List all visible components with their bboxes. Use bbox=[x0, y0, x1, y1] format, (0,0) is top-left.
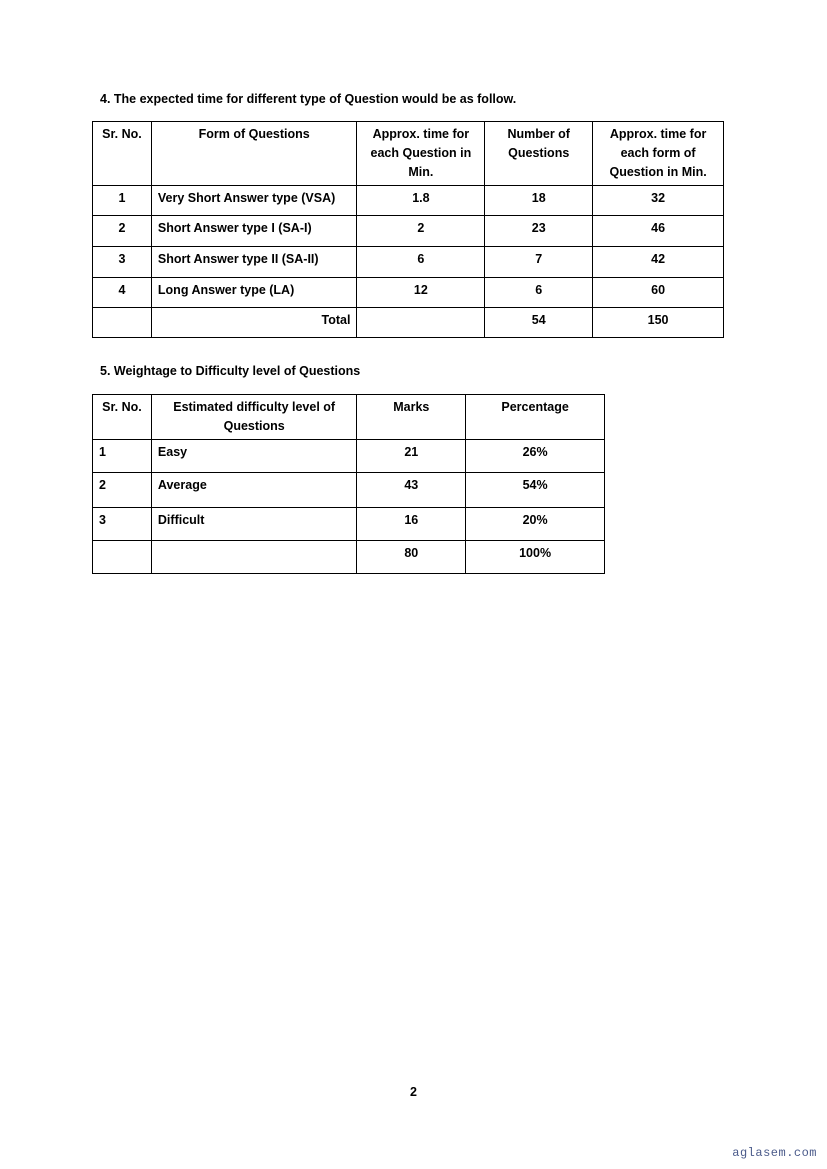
cell-form: Short Answer type II (SA-II) bbox=[151, 247, 357, 278]
cell-time-each: 2 bbox=[357, 216, 485, 247]
cell-percentage: 54% bbox=[466, 473, 605, 508]
cell-empty bbox=[93, 308, 152, 338]
section-4-heading: 4. The expected time for different type of Question would be as follow. bbox=[100, 92, 517, 106]
table-row bbox=[93, 440, 605, 473]
watermark-text: aglasem.com bbox=[732, 1146, 817, 1160]
total-number: 54 bbox=[485, 308, 593, 338]
cell-sr: 3 bbox=[93, 247, 152, 278]
cell-time-form: 60 bbox=[593, 278, 724, 308]
difficulty-weightage-table bbox=[92, 394, 605, 574]
cell-empty bbox=[151, 541, 357, 574]
header-time-form: Approx. time for each form of Question in Min. bbox=[593, 122, 724, 186]
cell-level: Average bbox=[151, 473, 357, 508]
total-percentage: 100% bbox=[466, 541, 605, 574]
header-marks: Marks bbox=[357, 395, 466, 440]
cell-time-form: 42 bbox=[593, 247, 724, 278]
cell-sr: 4 bbox=[93, 278, 152, 308]
cell-form: Long Answer type (LA) bbox=[151, 278, 357, 308]
table-header-row bbox=[93, 395, 605, 440]
page-number: 2 bbox=[410, 1085, 417, 1099]
cell-sr: 2 bbox=[93, 216, 152, 247]
cell-empty bbox=[357, 308, 485, 338]
total-label: Total bbox=[151, 308, 357, 338]
cell-number: 23 bbox=[485, 216, 593, 247]
cell-level: Easy bbox=[151, 440, 357, 473]
total-row bbox=[93, 308, 724, 338]
total-marks: 80 bbox=[357, 541, 466, 574]
cell-time-form: 32 bbox=[593, 186, 724, 216]
header-number: Number of Questions bbox=[485, 122, 593, 186]
cell-marks: 43 bbox=[357, 473, 466, 508]
cell-form: Very Short Answer type (VSA) bbox=[151, 186, 357, 216]
cell-time-each: 1.8 bbox=[357, 186, 485, 216]
table-row bbox=[93, 186, 724, 216]
header-sr-no: Sr. No. bbox=[93, 122, 152, 186]
expected-time-table bbox=[92, 121, 724, 338]
header-difficulty-level: Estimated difficulty level of Questions bbox=[151, 395, 357, 440]
cell-empty bbox=[93, 541, 152, 574]
table-header-row bbox=[93, 122, 724, 186]
cell-time-each: 12 bbox=[357, 278, 485, 308]
cell-time-form: 46 bbox=[593, 216, 724, 247]
table-row bbox=[93, 278, 724, 308]
section-5-heading: 5. Weightage to Difficulty level of Questions bbox=[100, 364, 361, 378]
cell-sr: 1 bbox=[93, 440, 152, 473]
header-percentage: Percentage bbox=[466, 395, 605, 440]
header-sr-no: Sr. No. bbox=[93, 395, 152, 440]
header-form-of-questions: Form of Questions bbox=[151, 122, 357, 186]
cell-time-each: 6 bbox=[357, 247, 485, 278]
cell-number: 6 bbox=[485, 278, 593, 308]
table-row bbox=[93, 473, 605, 508]
table-row bbox=[93, 247, 724, 278]
cell-sr: 1 bbox=[93, 186, 152, 216]
cell-number: 7 bbox=[485, 247, 593, 278]
header-time-each: Approx. time for each Question in Min. bbox=[357, 122, 485, 186]
cell-level: Difficult bbox=[151, 508, 357, 541]
cell-marks: 16 bbox=[357, 508, 466, 541]
cell-sr: 3 bbox=[93, 508, 152, 541]
cell-marks: 21 bbox=[357, 440, 466, 473]
table-row bbox=[93, 508, 605, 541]
table-row bbox=[93, 216, 724, 247]
cell-number: 18 bbox=[485, 186, 593, 216]
cell-form: Short Answer type I (SA-I) bbox=[151, 216, 357, 247]
total-time-form: 150 bbox=[593, 308, 724, 338]
cell-percentage: 26% bbox=[466, 440, 605, 473]
cell-sr: 2 bbox=[93, 473, 152, 508]
total-row bbox=[93, 541, 605, 574]
cell-percentage: 20% bbox=[466, 508, 605, 541]
